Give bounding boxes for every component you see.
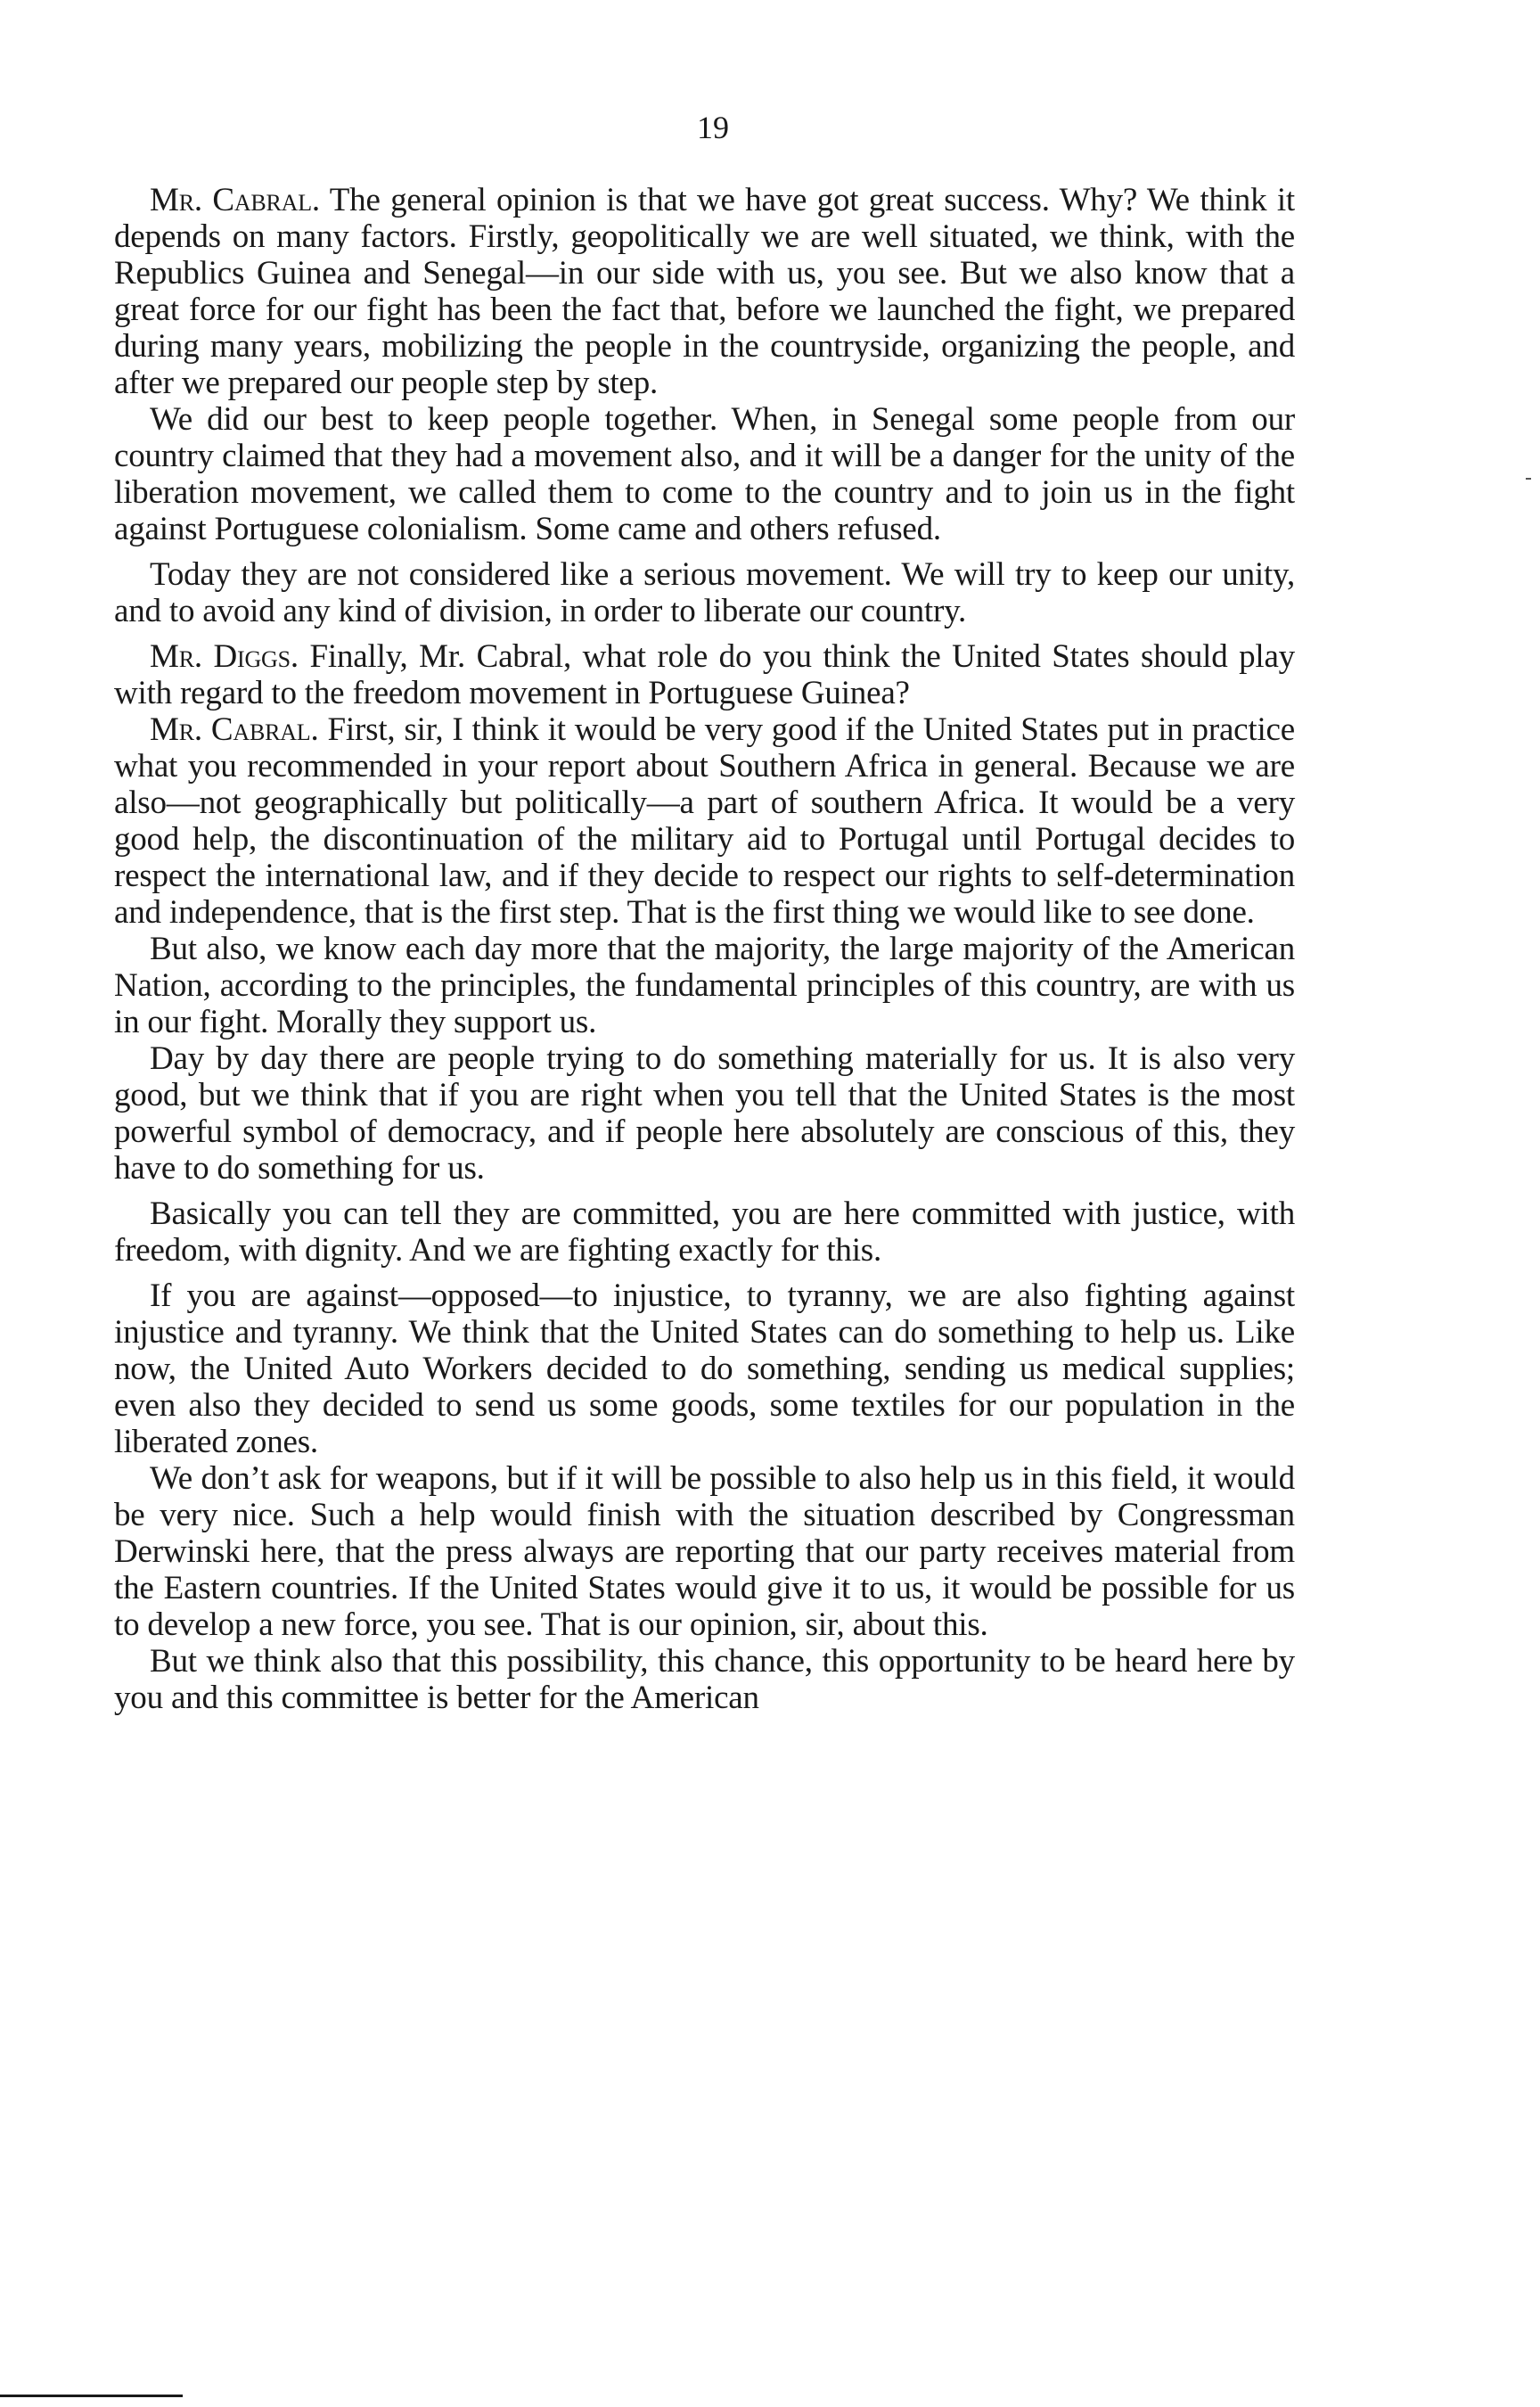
paragraph-4	[114, 638, 1295, 711]
paragraph-3	[114, 556, 1295, 629]
paragraph-11	[114, 1643, 1295, 1716]
paragraph-text: Basically you can tell they are committed, you are here committed with justice, with freedom, with dignity. And we are fighting exactly for this.	[114, 1195, 1295, 1269]
speaker-label: Mr. Cabral.	[150, 711, 319, 748]
paragraph-9	[114, 1277, 1295, 1460]
footer-rule	[0, 2395, 183, 2397]
paragraph-text: Day by day there are people trying to do something materially for us. It is also very good, but we think that if you are right when you tell that the United States is the most powerful symbol of democracy, and if people here absolutely are conscious of this, they have to do something for us.	[114, 1040, 1295, 1187]
paragraph-10	[114, 1460, 1295, 1643]
speaker-label: Mr. Diggs.	[150, 638, 299, 675]
page-number: 19	[697, 110, 729, 145]
paragraph-text: But also, we know each day more that the majority, the large majority of the American Nation, according to the principles, the fundamental principles of this country, are with us in our fight. Morally they support us.	[114, 931, 1295, 1040]
paragraph-5	[114, 711, 1295, 931]
speaker-label: Mr. Cabral.	[150, 182, 320, 218]
paragraph-text: First, sir, I think it would be very good if the United States put in practice what you recommended in your report about Southern Africa in general. Because we are also—not geographically but politically—a part of southern Africa. It would be a very good help, the discontinuation of the military aid to Portugal until Portugal decides to respect the international law, and if they decide to respect our rights to self-determination and independence, that is the first step. That is the first thing we would like to see done.	[114, 711, 1295, 931]
paragraph-6	[114, 931, 1295, 1040]
scan-edge-mark	[1526, 478, 1531, 480]
paragraph-2	[114, 401, 1295, 547]
paragraph-7	[114, 1040, 1295, 1187]
paragraph-text: If you are against—opposed—to injustice, to tyranny, we are also fighting against injustice and tyranny. We think that the United States can do something to help us. Like now, the United Auto Workers decided to do something, sending us medical supplies; even also they decided to send us some goods, some textiles for our population in the liberated zones.	[114, 1277, 1295, 1460]
paragraph-text: We don’t ask for weapons, but if it will be possible to also help us in this field, it would be very nice. Such a help would finish with the situation described by Congressman Derwinski here, that the press always are reporting that our party receives material from the Eastern countries. If the United States would give it to us, it would be possible for us to develop a new force, you see. That is our opinion, sir, about this.	[114, 1460, 1295, 1643]
testimony-text	[114, 182, 1295, 1716]
paragraph-text: Today they are not considered like a serious movement. We will try to keep our unity, and to avoid any kind of division, in order to liberate our country.	[114, 556, 1295, 629]
paragraph-text: Finally, Mr. Cabral, what role do you think the United States should play with regard to the freedom movement in Portuguese Guinea?	[114, 638, 1295, 711]
paragraph-text: We did our best to keep people together. When, in Senegal some people from our country claimed that they had a movement also, and it will be a danger for the unity of the liberation movement, we called them to come to the country and to join us in the fight against Portuguese colonialism. Some came and others refused.	[114, 401, 1295, 547]
paragraph-8	[114, 1195, 1295, 1269]
paragraph-1	[114, 182, 1295, 401]
paragraph-text: But we think also that this possibility, this chance, this opportunity to be heard here by you and this committee is better for the American	[114, 1643, 1295, 1716]
paragraph-text: The general opinion is that we have got great success. Why? We think it depends on many factors. Firstly, geopolitically we are well situated, we think, with the Republics Guinea and Senegal—in our side with us, you see. But we also know that a great force for our fight has been the fact that, before we launched the fight, we prepared during many years, mobilizing the people in the countryside, organizing the people, and after we prepared our people step by step.	[114, 182, 1295, 401]
